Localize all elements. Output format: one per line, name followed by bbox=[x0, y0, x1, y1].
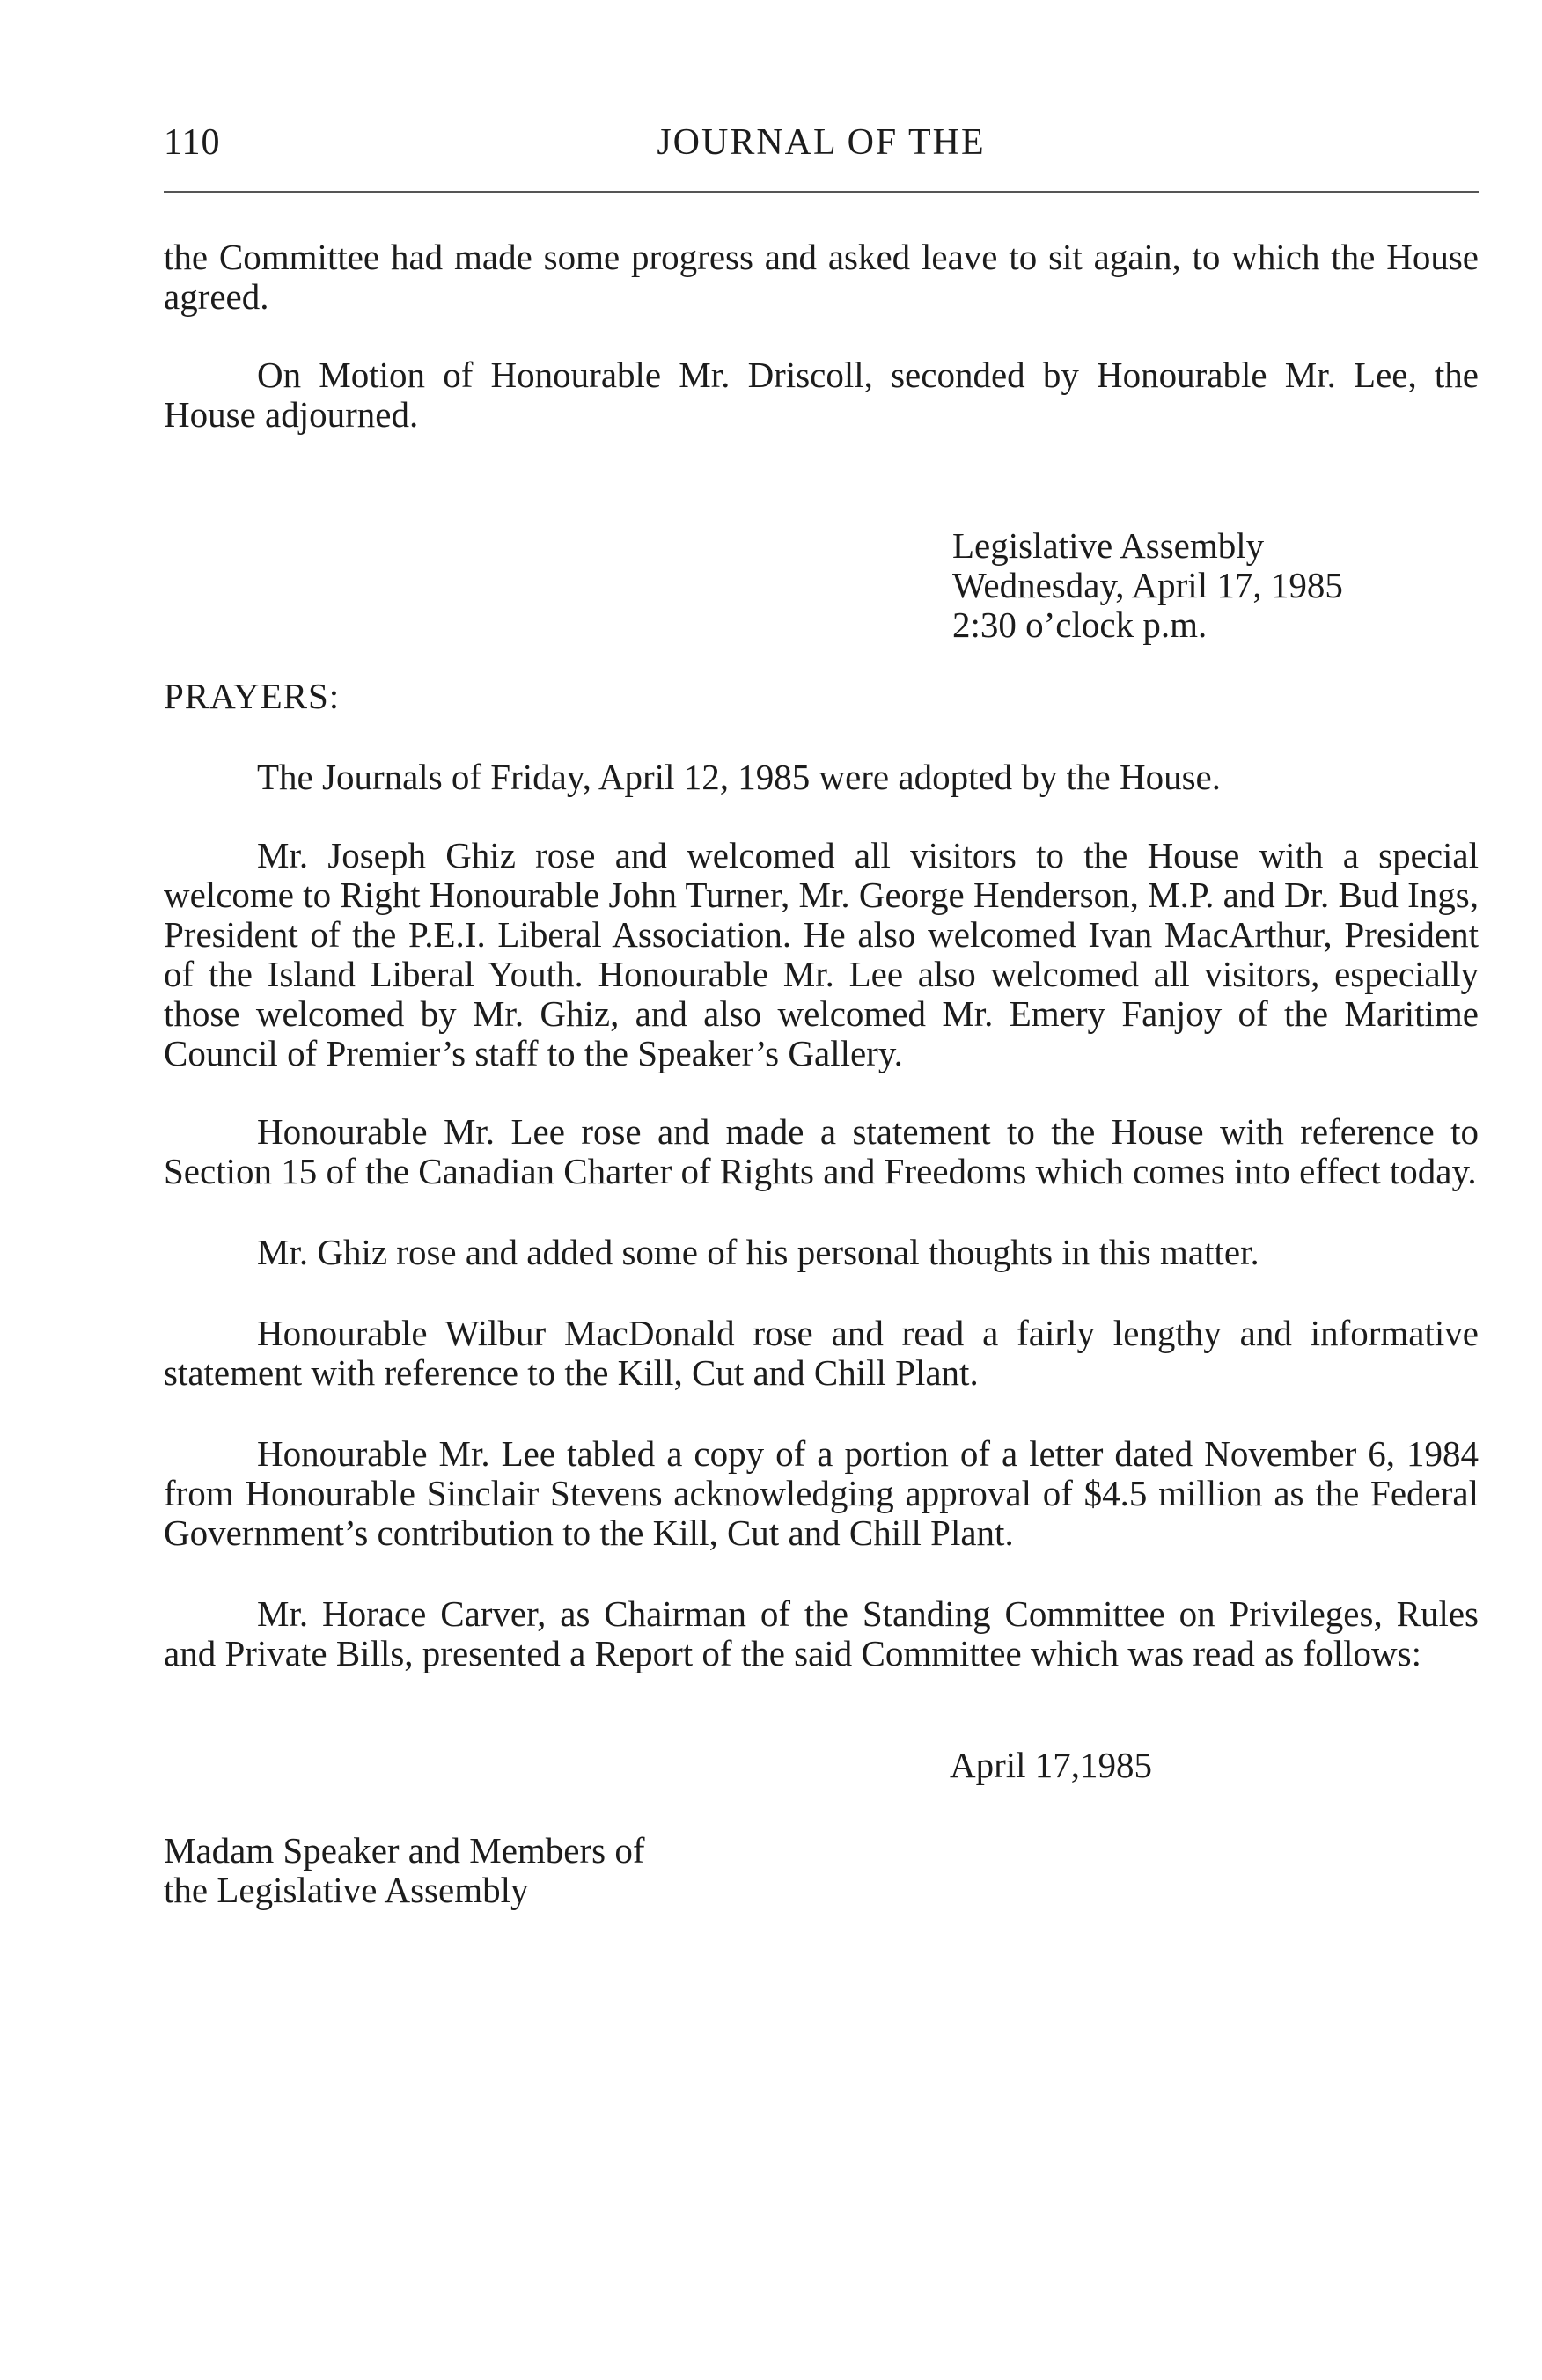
salutation-line: the Legislative Assembly bbox=[164, 1870, 529, 1910]
journal-body bbox=[164, 238, 1479, 1910]
header-rule bbox=[164, 191, 1479, 193]
running-title: JOURNAL OF THE bbox=[657, 122, 986, 163]
proceeding-paragraph: Mr. Ghiz rose and added some of his personal thoughts in this matter. bbox=[257, 1232, 1259, 1272]
proceeding-paragraph: Mr. Horace Carver, as Chairman of the Standing Committee on Privileges, Rules and Private Bills, presented a Report of the said Committee which was read as follows: bbox=[164, 1593, 1479, 1673]
proceeding-paragraph: Mr. Joseph Ghiz rose and welcomed all visitors to the House with a special welcome to Right Honourable John Turner, Mr. George Henderson, M.P. and Dr. Bud Ings, President of the P.E.I. Liberal Association. He also welcomed Ivan MacArthur, President of the Island Liberal Youth. Honourable Mr. Lee also welcomed all visitors, especially those welcomed by Mr. Ghiz, and also welcomed Mr. Emery Fanjoy of the Maritime Council of Premier’s staff to the Speaker’s Gallery. bbox=[164, 835, 1479, 1073]
proceeding-paragraph: Honourable Wilbur MacDonald rose and read a fairly lengthy and informative statement with reference to the Kill, Cut and Chill Plant. bbox=[164, 1313, 1479, 1393]
salutation-line: Madam Speaker and Members of bbox=[164, 1830, 645, 1871]
sitting-heading bbox=[952, 526, 1479, 645]
proceeding-paragraph: Honourable Mr. Lee tabled a copy of a portion of a letter dated November 6, 1984 from Honourable Sinclair Stevens acknowledging approval of $4.5 million as the Federal Government’s contribution to the Kill, Cut and Chill Plant. bbox=[164, 1433, 1479, 1553]
sitting-time: 2:30 o’clock p.m. bbox=[952, 604, 1208, 645]
sitting-place: Legislative Assembly bbox=[952, 525, 1265, 566]
prayers-label: PRAYERS: bbox=[164, 676, 341, 716]
page-header bbox=[164, 121, 1479, 169]
proceeding-paragraph: The Journals of Friday, April 12, 1985 were adopted by the House. bbox=[257, 757, 1222, 797]
page-number: 110 bbox=[164, 122, 221, 163]
proceeding-paragraph: Honourable Mr. Lee rose and made a statement to the House with reference to Section 15 of the Canadian Charter of Rights and Freedoms which comes into effect today. bbox=[164, 1111, 1479, 1191]
continuation-paragraph: the Committee had made some progress and asked leave to sit again, to which the House agreed. bbox=[164, 237, 1479, 317]
report-salutation bbox=[164, 1831, 1479, 1910]
report-date: April 17,1985 bbox=[950, 1745, 1153, 1785]
adjournment-paragraph: On Motion of Honourable Mr. Driscoll, seconded by Honourable Mr. Lee, the House adjourned. bbox=[164, 355, 1479, 435]
sitting-date: Wednesday, April 17, 1985 bbox=[952, 565, 1343, 605]
